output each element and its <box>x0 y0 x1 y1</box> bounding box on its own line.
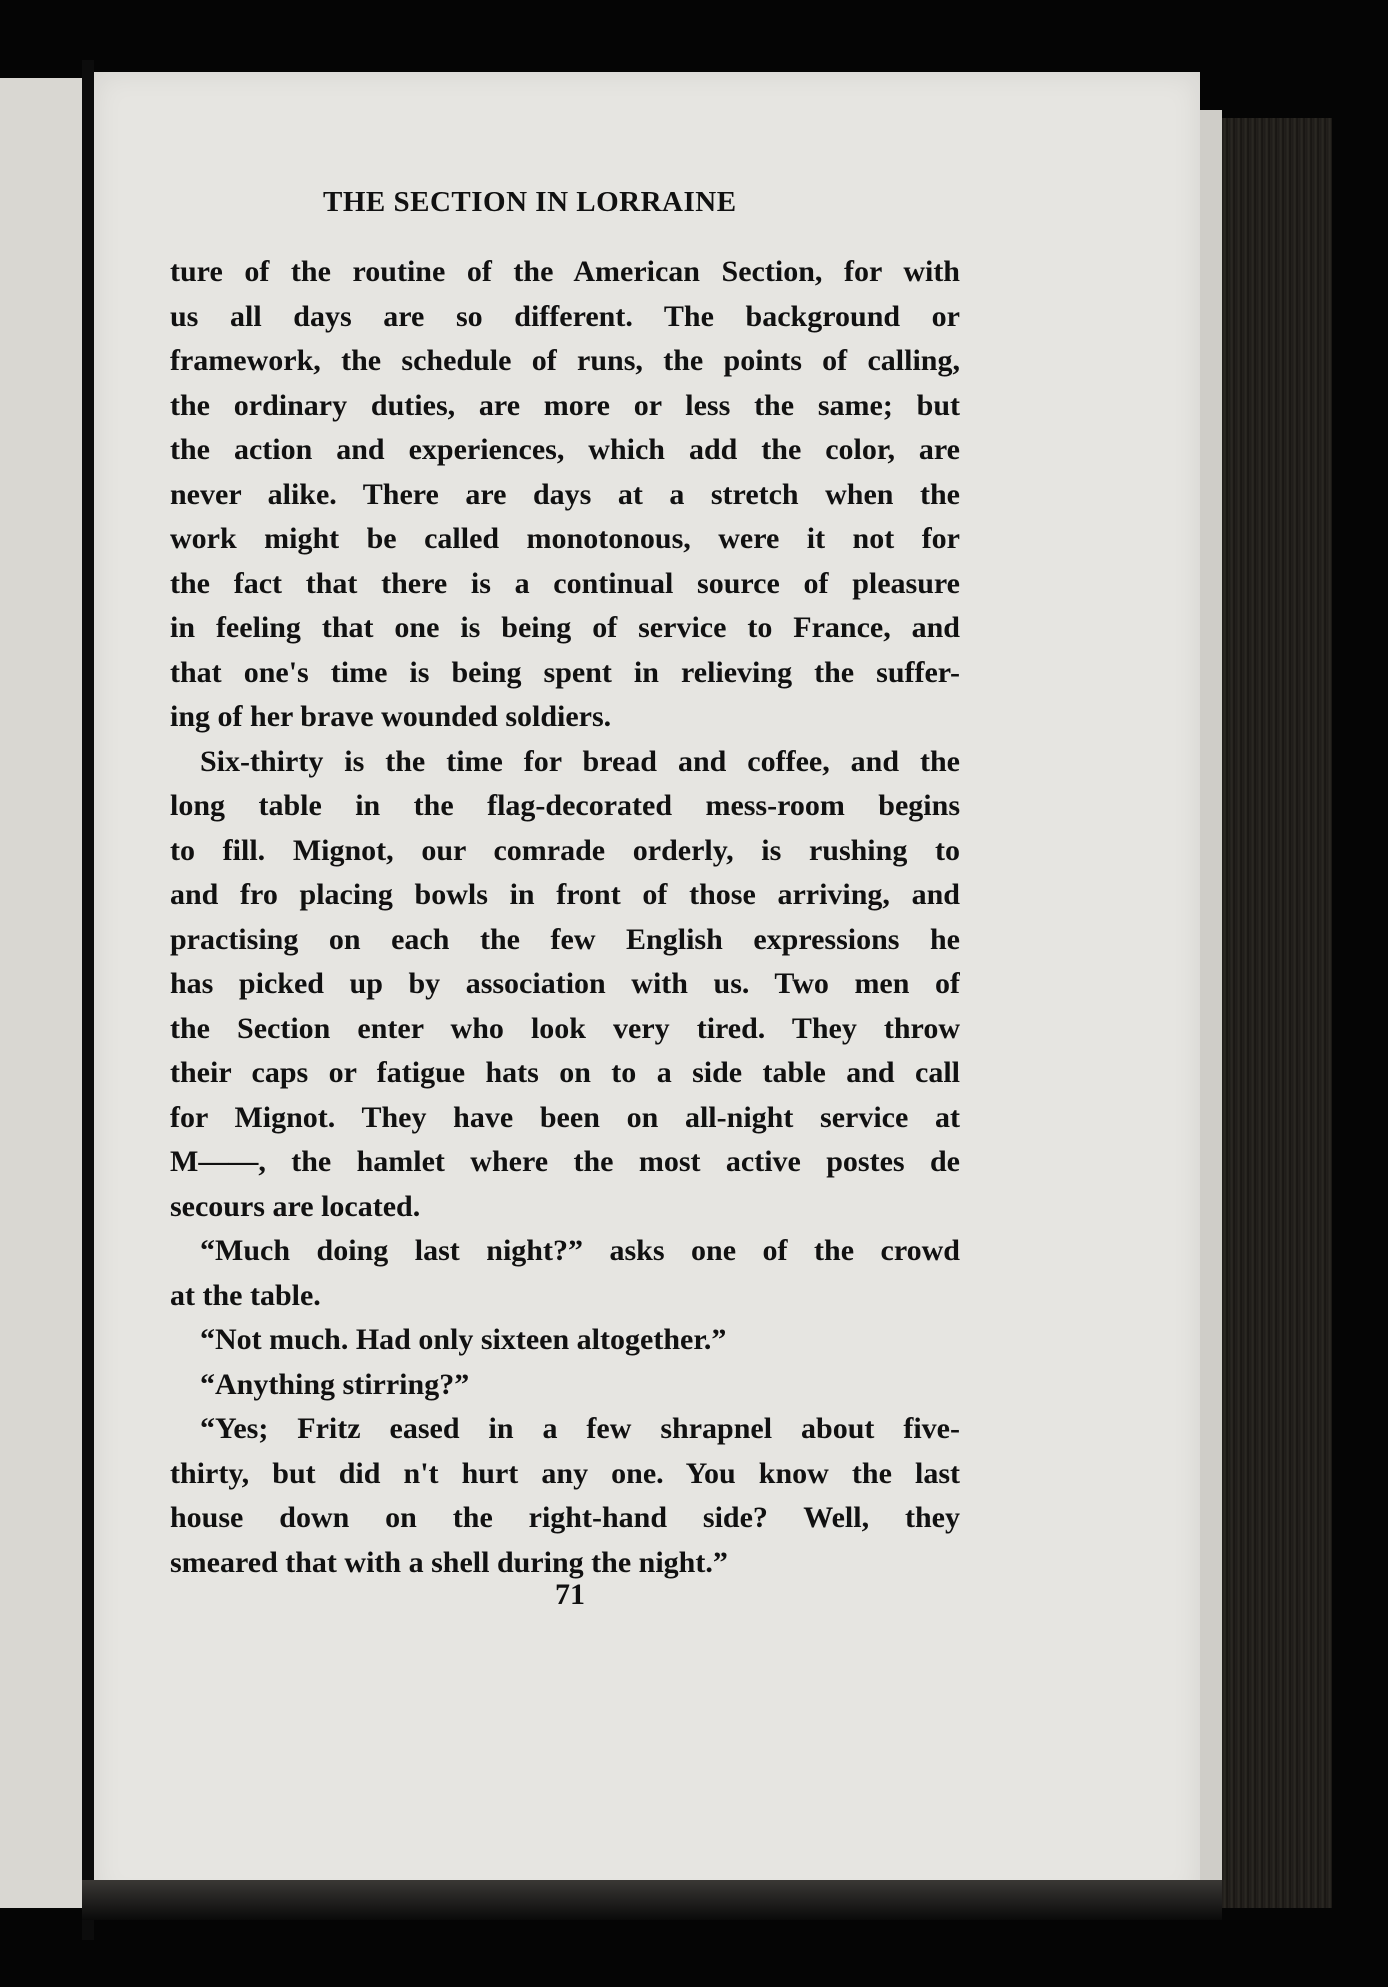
text-line: the ordinary duties, are more or less the same; but <box>170 388 960 422</box>
text-line: Six-thirty is the time for bread and coffee, and the <box>200 744 960 778</box>
text-line: “Yes; Fritz eased in a few shrapnel about five- <box>200 1412 960 1445</box>
page-bottom-shadow <box>82 1880 1222 1920</box>
page-number: 71 <box>555 1578 585 1611</box>
text-line: thirty, but did n't hurt any one. You know the last <box>170 1456 960 1490</box>
text-line: at the table. <box>170 1278 321 1312</box>
text-line: ture of the routine of the American Section, for with <box>170 255 960 288</box>
text-line: for Mignot. They have been on all-night service at <box>170 1100 960 1134</box>
text-line: in feeling that one is being of service to France, and <box>170 611 960 644</box>
text-line: practising on each the few English expressions he <box>170 922 960 956</box>
body-text <box>170 250 960 1585</box>
left-page-edge <box>0 78 82 1908</box>
text-line: to fill. Mignot, our comrade orderly, is rushing to <box>170 833 960 867</box>
page-right-edge <box>1200 110 1222 1910</box>
text-line: us all days are so different. The background or <box>170 299 960 333</box>
text-line: “Anything stirring?” <box>200 1367 470 1401</box>
text-line: “Much doing last night?” asks one of the crowd <box>200 1234 960 1267</box>
text-line: their caps or fatigue hats on to a side table and call <box>170 1056 960 1089</box>
text-line: has picked up by association with us. Two men of <box>170 967 960 1000</box>
text-line: framework, the schedule of runs, the points of calling, <box>170 344 960 377</box>
text-line: smeared that with a shell during the night.” <box>170 1545 728 1579</box>
text-line: the fact that there is a continual source of pleasure <box>170 566 960 600</box>
text-line: long table in the flag-decorated mess-room begins <box>170 789 960 822</box>
text-line: ing of her brave wounded soldiers. <box>170 700 612 733</box>
text-line: work might be called monotonous, were it not for <box>170 522 960 555</box>
text-line: that one's time is being spent in relieving the suffer- <box>170 655 960 689</box>
text-line: the action and experiences, which add the color, are <box>170 433 960 466</box>
text-line: the Section enter who look very tired. They throw <box>170 1011 960 1045</box>
text-line: and fro placing bowls in front of those arriving, and <box>170 878 960 911</box>
text-line: house down on the right-hand side? Well, they <box>170 1501 960 1534</box>
running-head: THE SECTION IN LORRAINE <box>323 186 737 218</box>
book-spine-gutter <box>82 60 94 1940</box>
book-fore-edge <box>1222 118 1332 1908</box>
text-line: M——, the hamlet where the most active postes de <box>170 1145 960 1178</box>
text-line: “Not much. Had only sixteen altogether.” <box>200 1323 727 1356</box>
text-line: secours are located. <box>170 1189 421 1223</box>
text-line: never alike. There are days at a stretch when the <box>170 477 960 511</box>
